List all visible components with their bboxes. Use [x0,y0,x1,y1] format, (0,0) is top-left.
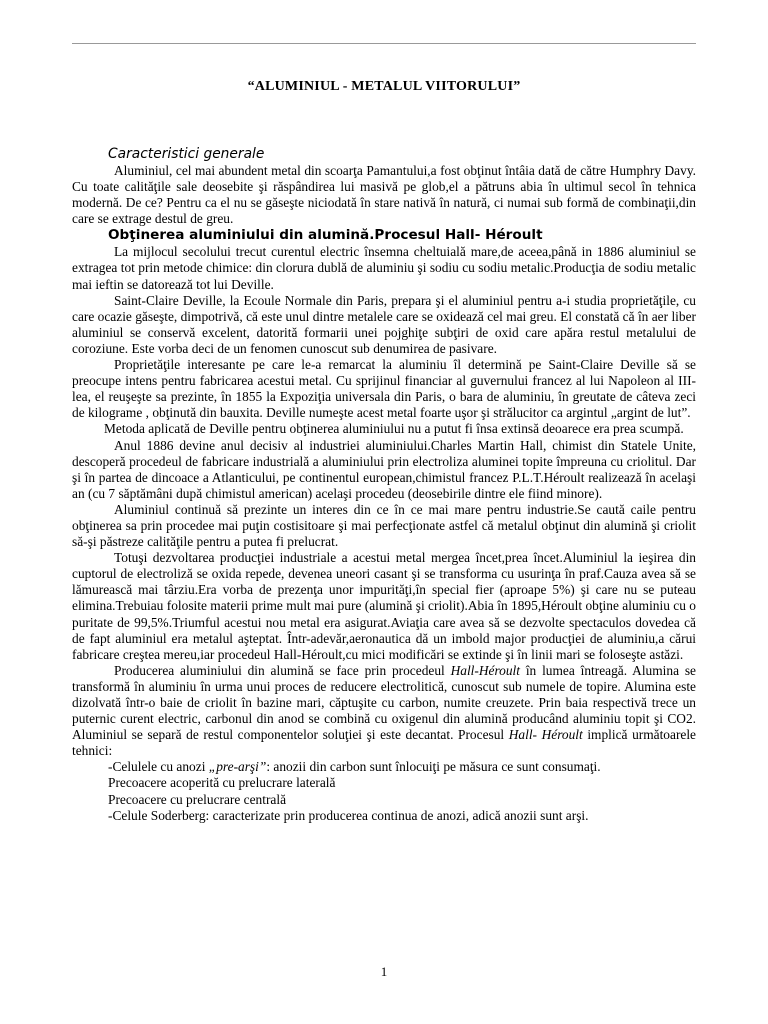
page-number: 1 [380,964,388,979]
paragraph: Aluminiul continuă să prezinte un interes din ce în ce mai mare pentru industrie.Se caută caile pentru obţinerea sa prin procedee mai puţin costisitoare şi mai perfecţionate astfel că metalul obţinut din alumină şi criolit să-şi păstreze calităţile pentru a putea fi prelucrat. [72,501,696,550]
section-heading-hall-heroult: Obţinerea aluminiului din alumină.Procesul Hall- Héroult [108,227,543,244]
text-run: în lumea întreagă. Alumina se transformă în aluminiu în urma unui proces de reducere electrolitică, cunoscut sub numele de topire. Alumina este dizolvată într-o baie de criolit în bazine mari, căptuşite cu carbon, numite creuzete. Prin baia respectivă trece un puternic curent electric, carbonul din anod se combină cu oxigenul din alumină producând aluminiu topit şi CO2. Aluminiul se separă de restul componentelor soluţiei şi este decantat. Procesul [72,662,696,743]
text-run: : anozii din carbon sunt înlocuiţi pe măsura ce sunt consumaţi. [266,759,601,775]
paragraph: Totuşi dezvoltarea producţiei industriale a acestui metal mergea încet,prea încet.Aluminiul la ieşirea din cuptorul de electroliză se oxida repede, devenea uneori casant şi se transforma cu usurinţa în praf.Cauza avea să se lămurească mai târziu.Era vorba de prezenţa unor impurităţi,în special fier (aproape 5%) şi care nu se puteau elimina.Trebuiau folosite materii prime mult mai pure (alumină şi criolit).Abia în 1895,Héroult obţine aluminiu cu o puritate de 99,5%.Triumful acestui nou metal era asigurat.Aviaţia care avea să se dezvolte spectaculos dovedea că de fapt aluminiul era metalul aşteptat. Într-adevăr,aeronautica dă un imbold major producţiei de aluminiu,a cărui fabricare creştea mereu,iar procedeul Hall-Héroult,cu mici modificări se extinde şi în linii mari se foloseşte astăzi. [72,550,696,662]
paragraph: Metoda aplicată de Deville pentru obţinerea aluminiului nu a putut fi însa extinsă deoarece era prea scumpă. [104,421,684,437]
italic-term: Hall- Héroult [508,727,583,743]
paragraph: Saint-Claire Deville, la Ecoule Normale din Paris, prepara şi el aluminiul pentru a-i studia proprietăţile, cu care ocazie găseşte, dimpotrivă, că este unul dintre metalele care se oxidează cel mai greu. El constată că în aer liber aluminiul se conservă excelent, datorită formarii unei pojghiţe subţiri de oxid care apăra restul metalului de coroziune. Este vorba deci de un fenomen cunoscut sub denumirea de pasivare. [72,292,696,356]
text-run: Producerea aluminiului din alumină se face prin procedeul [114,662,451,678]
text-run: implică următoarele tehnici: [72,727,697,759]
italic-term: Hall-Héroult [450,662,521,678]
section-heading-general: Caracteristici generale [108,146,265,162]
list-item [72,759,696,775]
paragraph: Proprietăţile interesante pe care le-a remarcat la aluminiu îl determină pe Saint-Claire Deville să se preocupe intens pentru fabricarea acestui metal. Cu sprijinul financiar al guvernului francez al lui Napoleon al III-lea, el reuşeşte sa prezinte, în 1855 la Expoziţia universala din Paris, o bara de aluminiu, în greutate de câteva zeci de kilograme , obţinută din bauxita. Deville numeşte acest metal foarte uşor şi strălucitor ca argintul „argint de lut”. [72,357,696,421]
document-body [72,146,696,824]
italic-term: „pre-arşi” [208,759,267,775]
list-item: -Celule Soderberg: caracterizate prin producerea continua de anozi, adică anozii sunt arşi. [108,807,589,823]
text-run: -Celulele cu anozi [108,759,209,775]
paragraph: Aluminiul, cel mai abundent metal din scoarţa Pamantului,a fost obţinut întâia dată de către Humphry Davy. Cu toate calităţile sale deosebite şi răspândirea lui masivă pe glob,el a pătruns abia în ultimul secol în tehnica modernă. De ce? Pentru ca el nu se găseşte niciodată în stare nativă în natură, ci numai sub formă de combinaţii,din care se extrage destul de greu. [72,163,696,227]
document-title: “ALUMINIUL - METALUL VIITORULUI” [247,79,521,94]
paragraph: La mijlocul secolului trecut curentul electric însemna cheltuială mare,de aceea,până in 1886 aluminiul se extragea tot prin metode chimice: din clorura dublă de aluminiu şi sodiu cu sodiu metalic.Producţia de sodiu metalic mai ieftin se datorează tot lui Deville. [72,244,696,292]
list-item: Precoacere acoperită cu prelucrare laterală [108,775,336,791]
list-item: Precoacere cu prelucrare centrală [108,791,287,807]
paragraph-hall-heroult-process [72,663,696,760]
paragraph: Anul 1886 devine anul decisiv al industriei aluminiului.Charles Martin Hall, chimist din Statele Unite, descoperă procedeul de fabricare industrială a aluminiului prin electroliza aluminei topite împreuna cu criolitul. Dar şi în partea de dincoace a Atlanticului, pe continentul european,chimistul francez P.L.T.Héroult realizează în acelaşi an (cu 7 săptămâni după chimistul american) acelaşi procedeu (deosebirile dintre ele fiind minore). [72,437,696,501]
top-rule [72,43,696,44]
